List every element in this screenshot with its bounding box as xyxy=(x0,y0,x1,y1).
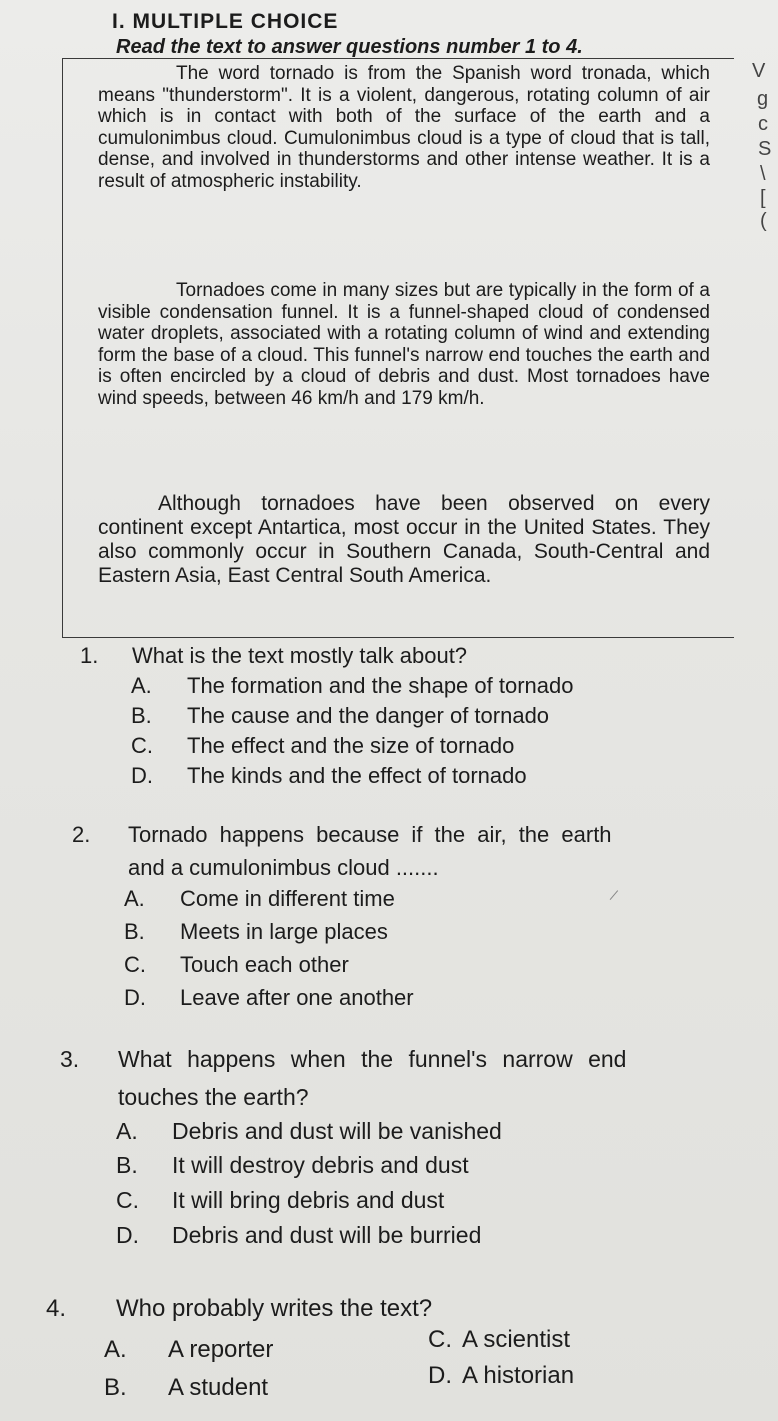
question-text: What happens when the funnel's narrow end xyxy=(118,1046,627,1072)
passage-paragraph-3: Although tornadoes have been observed on every continent except Antartica, most occur in the United States. They also commonly occur in Southern Canada, South-Central and Eastern Asia, East Central South America. xyxy=(98,492,710,587)
option-text: Debris and dust will be burried xyxy=(172,1222,482,1248)
option-text: The cause and the danger of tornado xyxy=(187,703,550,728)
option-letter: B. xyxy=(116,1152,138,1178)
margin-mark-2: g xyxy=(757,88,769,110)
question-3-line-2: touches the earth? xyxy=(118,1084,309,1110)
question-2-line-2: and a cumulonimbus cloud ....... xyxy=(128,855,439,880)
margin-mark-7: ( xyxy=(760,210,767,232)
question-number: 3. xyxy=(60,1046,80,1072)
passage-paragraph-2: Tornadoes come in many sizes but are typically in the form of a visible condensation funnel. It is a funnel-shaped cloud of condensed water droplets, associated with a rotating column of wind and extending form the base of a cloud. This funnel's narrow end touches the earth and is often encircled by a cloud of debris and dust. Most tornadoes have wind speeds, between 46 km/h and 179 km/h. xyxy=(98,280,710,409)
option-letter: B. xyxy=(104,1374,127,1401)
option-text: Meets in large places xyxy=(180,919,388,944)
option-4d[interactable] xyxy=(428,1362,574,1390)
option-letter: C. xyxy=(116,1187,139,1213)
option-3d[interactable] xyxy=(116,1222,481,1249)
margin-mark-5: \ xyxy=(760,163,766,185)
option-letter: C. xyxy=(131,733,153,758)
option-letter: A. xyxy=(116,1118,138,1144)
option-1c[interactable] xyxy=(131,733,514,759)
option-text: The formation and the shape of tornado xyxy=(187,673,574,698)
question-4 xyxy=(46,1295,432,1323)
margin-mark-3: c xyxy=(758,113,768,135)
option-letter: C. xyxy=(124,952,146,977)
option-text: It will bring debris and dust xyxy=(172,1187,445,1213)
option-letter: B. xyxy=(124,919,145,944)
pencil-mark xyxy=(610,890,628,908)
option-2b[interactable] xyxy=(124,919,388,945)
option-text: It will destroy debris and dust xyxy=(172,1152,469,1178)
section-title: I. MULTIPLE CHOICE xyxy=(112,10,339,33)
option-text: A scientist xyxy=(462,1326,571,1353)
option-2a[interactable] xyxy=(124,886,395,912)
passage-paragraph-1: The word tornado is from the Spanish word tronada, which means "thunderstorm". It is a violent, dangerous, rotating column of air which is in contact with both of the surface of the earth and a cumulonimbus cloud. Cumulonimbus cloud is a type of cloud that is tall, dense, and involved in thunderstorms and other intense weather. It is a result of atmospheric instability. xyxy=(98,63,710,192)
option-letter: A. xyxy=(124,886,145,911)
question-2 xyxy=(72,822,612,848)
option-2c[interactable] xyxy=(124,952,349,978)
option-letter: C. xyxy=(428,1326,452,1353)
option-text: Debris and dust will be vanished xyxy=(172,1118,502,1144)
option-text: Leave after one another xyxy=(180,985,414,1010)
option-text: The effect and the size of tornado xyxy=(187,733,515,758)
option-letter: B. xyxy=(131,703,152,728)
option-3c[interactable] xyxy=(116,1187,444,1214)
option-letter: D. xyxy=(428,1362,452,1389)
option-4a[interactable] xyxy=(104,1336,273,1364)
option-text: Come in different time xyxy=(180,886,395,911)
option-3b[interactable] xyxy=(116,1152,469,1179)
question-number: 2. xyxy=(72,822,91,847)
option-text: Touch each other xyxy=(180,952,349,977)
option-letter: A. xyxy=(131,673,152,698)
question-number: 1. xyxy=(80,643,99,668)
option-3a[interactable] xyxy=(116,1118,502,1145)
option-1d[interactable] xyxy=(131,763,527,789)
option-letter: A. xyxy=(104,1336,127,1363)
option-4b[interactable] xyxy=(104,1374,268,1402)
option-1b[interactable] xyxy=(131,703,549,729)
margin-mark-6: [ xyxy=(760,187,766,209)
option-4c[interactable] xyxy=(428,1326,570,1354)
option-letter: D. xyxy=(131,763,153,788)
option-text: The kinds and the effect of tornado xyxy=(187,763,527,788)
question-3 xyxy=(60,1046,626,1073)
question-1 xyxy=(80,643,467,669)
margin-mark-1: V xyxy=(752,60,766,82)
option-text: A reporter xyxy=(168,1336,274,1363)
option-letter: D. xyxy=(124,985,146,1010)
question-text: Tornado happens because if the air, the earth xyxy=(128,822,612,847)
question-text: Who probably writes the text? xyxy=(116,1295,433,1322)
reading-instruction: Read the text to answer questions number 1 to 4. xyxy=(116,36,583,58)
question-number: 4. xyxy=(46,1295,67,1322)
option-text: A student xyxy=(168,1374,269,1401)
option-2d[interactable] xyxy=(124,985,414,1011)
option-1a[interactable] xyxy=(131,673,573,699)
option-letter: D. xyxy=(116,1222,139,1248)
option-text: A historian xyxy=(462,1362,575,1389)
margin-mark-4: S xyxy=(758,138,772,160)
question-text: What is the text mostly talk about? xyxy=(132,643,468,668)
